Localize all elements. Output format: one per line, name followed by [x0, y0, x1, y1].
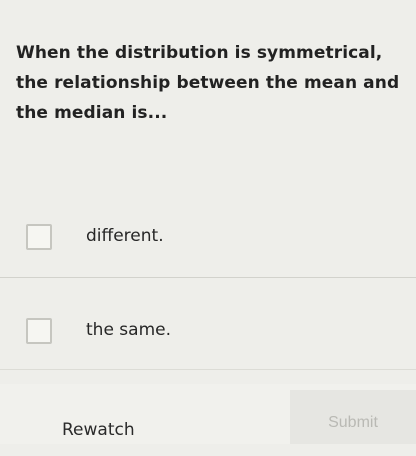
option-label: the same. [86, 320, 171, 340]
footer-bar [0, 384, 416, 444]
option-label: different. [86, 226, 164, 246]
option-the-same[interactable] [0, 280, 416, 370]
submit-button[interactable]: Submit [290, 390, 416, 444]
question-text: When the distribution is symmetrical, the relationship between the mean and the median is... [16, 43, 400, 123]
rewatch-link[interactable]: Rewatch [62, 420, 135, 440]
option-different[interactable] [0, 188, 416, 278]
option-checkbox[interactable] [26, 224, 52, 250]
option-checkbox[interactable] [26, 318, 52, 344]
